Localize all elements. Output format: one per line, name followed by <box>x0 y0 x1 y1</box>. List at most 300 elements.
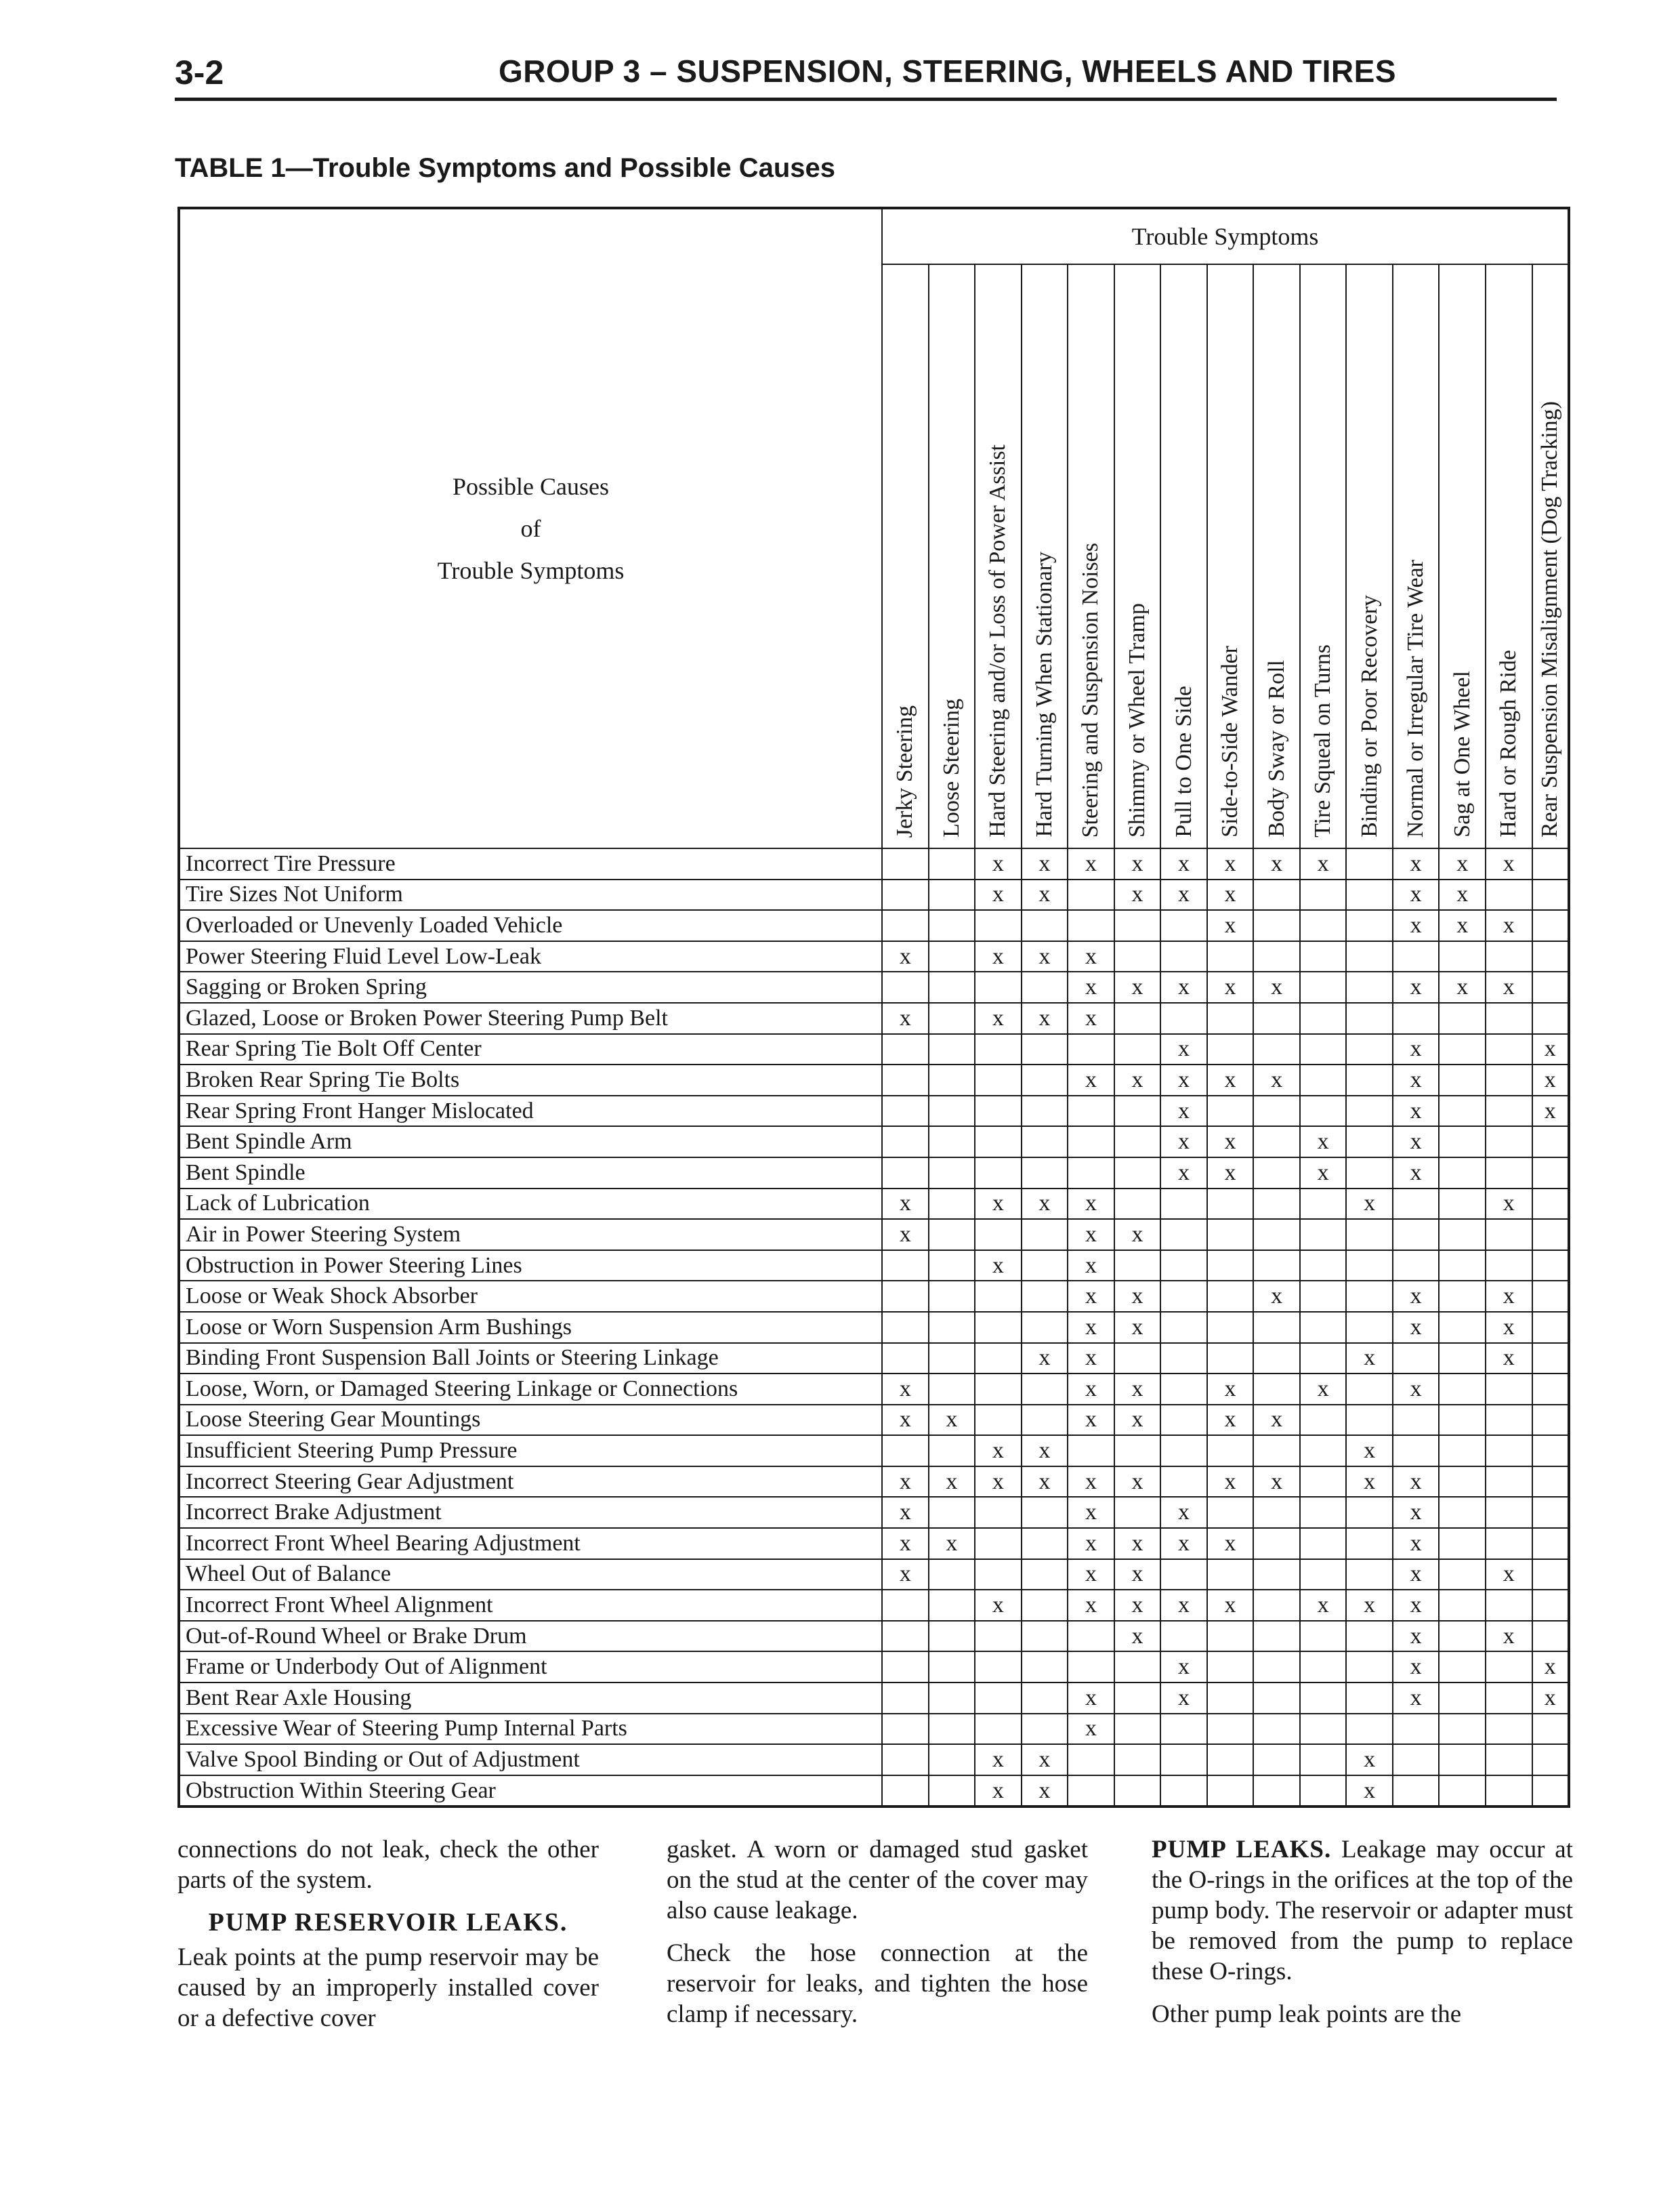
symptom-mark <box>1346 1281 1393 1312</box>
symptom-mark <box>1022 1528 1068 1559</box>
symptom-mark: x <box>1253 1065 1300 1096</box>
symptom-mark: x <box>975 1435 1022 1466</box>
symptom-mark <box>1253 1343 1300 1374</box>
symptom-mark <box>1532 848 1570 880</box>
table-row <box>179 1374 1569 1405</box>
symptom-mark <box>1022 1714 1068 1745</box>
paragraph-text: Leakage may occur at the O-rings in the orifices at the top of the pump body. The reservoir or adapter must be removed from the pump to replace these O-rings. <box>1152 1836 1573 1985</box>
symptom-mark <box>975 1219 1022 1250</box>
symptom-mark <box>882 1157 929 1189</box>
symptom-mark: x <box>882 1405 929 1436</box>
cause-cell: Incorrect Steering Gear Adjustment <box>179 1466 882 1498</box>
symptom-mark <box>975 1343 1022 1374</box>
symptom-mark <box>929 1096 975 1127</box>
symptom-mark <box>1253 1497 1300 1528</box>
symptom-mark: x <box>1393 1559 1440 1590</box>
symptom-mark <box>1253 880 1300 911</box>
symptom-mark <box>1346 1497 1393 1528</box>
symptom-mark <box>1022 1157 1068 1189</box>
symptom-mark: x <box>975 1775 1022 1807</box>
symptom-mark: x <box>1022 1343 1068 1374</box>
symptom-mark: x <box>1160 1034 1207 1065</box>
symptom-mark <box>1346 1003 1393 1034</box>
symptom-mark: x <box>1022 1466 1068 1498</box>
symptom-mark <box>1393 1250 1440 1281</box>
symptom-mark <box>1022 1683 1068 1714</box>
symptom-mark: x <box>1486 1343 1532 1374</box>
symptom-mark <box>1068 1621 1114 1652</box>
symptom-mark <box>1439 1497 1486 1528</box>
symptom-mark <box>1532 1775 1570 1807</box>
symptom-mark <box>1160 910 1207 941</box>
symptom-mark: x <box>1207 1466 1254 1498</box>
symptom-mark <box>1532 1621 1570 1652</box>
symptom-mark: x <box>1207 880 1254 911</box>
symptom-mark <box>1207 1714 1254 1745</box>
symptom-mark <box>929 1435 975 1466</box>
symptom-mark <box>1393 1714 1440 1745</box>
symptom-header <box>1486 264 1532 848</box>
table-row <box>179 1714 1569 1745</box>
symptom-mark <box>1022 910 1068 941</box>
symptom-mark <box>1160 1250 1207 1281</box>
symptom-mark: x <box>1022 1744 1068 1775</box>
symptom-mark <box>1114 1714 1161 1745</box>
table-row <box>179 1621 1569 1652</box>
symptom-mark: x <box>1068 1590 1114 1621</box>
symptom-mark: x <box>1253 1281 1300 1312</box>
symptom-header <box>1393 264 1440 848</box>
symptom-mark <box>1393 1343 1440 1374</box>
table-row <box>179 1497 1569 1528</box>
symptom-mark <box>1068 910 1114 941</box>
symptom-mark <box>1022 1559 1068 1590</box>
symptom-mark <box>1207 1497 1254 1528</box>
symptom-mark <box>1022 1126 1068 1157</box>
symptom-label: Tire Squeal on Turns <box>1310 644 1336 838</box>
symptom-mark: x <box>1160 1126 1207 1157</box>
cause-cell: Broken Rear Spring Tie Bolts <box>179 1065 882 1096</box>
symptom-mark: x <box>975 1744 1022 1775</box>
symptom-mark <box>1300 1775 1347 1807</box>
symptom-mark <box>1486 1250 1532 1281</box>
cause-cell: Incorrect Brake Adjustment <box>179 1497 882 1528</box>
symptom-mark <box>1253 1189 1300 1220</box>
symptom-mark <box>929 1219 975 1250</box>
symptom-mark <box>1346 910 1393 941</box>
symptom-mark <box>1114 941 1161 972</box>
symptom-mark <box>1486 1435 1532 1466</box>
symptom-mark: x <box>882 1219 929 1250</box>
symptom-mark: x <box>1114 1405 1161 1436</box>
symptom-mark: x <box>1393 1374 1440 1405</box>
cause-cell: Excessive Wear of Steering Pump Internal Parts <box>179 1714 882 1745</box>
symptom-mark <box>1346 880 1393 911</box>
symptom-mark <box>1439 1683 1486 1714</box>
symptom-header <box>929 264 975 848</box>
symptom-mark <box>882 1651 929 1683</box>
symptom-mark <box>1532 1003 1570 1034</box>
symptom-label: Side-to-Side Wander <box>1217 646 1243 838</box>
symptom-mark <box>1160 1189 1207 1220</box>
symptom-mark <box>1532 1374 1570 1405</box>
paragraph: connections do not leak, check the other parts of the system. <box>177 1836 599 1894</box>
symptom-mark <box>929 1374 975 1405</box>
symptom-mark <box>975 972 1022 1003</box>
symptom-mark <box>1160 1219 1207 1250</box>
symptom-mark <box>1114 1250 1161 1281</box>
table-row <box>179 1683 1569 1714</box>
symptom-mark: x <box>1022 1435 1068 1466</box>
cause-cell: Tire Sizes Not Uniform <box>179 880 882 911</box>
symptom-mark: x <box>882 1189 929 1220</box>
symptom-mark <box>929 1157 975 1189</box>
symptom-mark <box>1532 1189 1570 1220</box>
symptom-mark <box>1253 1250 1300 1281</box>
symptom-mark <box>1253 1744 1300 1775</box>
symptom-mark <box>1300 1405 1347 1436</box>
symptom-mark <box>1253 1651 1300 1683</box>
symptom-mark <box>1346 1219 1393 1250</box>
symptom-mark: x <box>1160 880 1207 911</box>
symptom-mark <box>1022 1096 1068 1127</box>
symptom-mark <box>975 1497 1022 1528</box>
symptom-mark <box>1346 1065 1393 1096</box>
symptom-mark: x <box>1068 848 1114 880</box>
symptom-header <box>1253 264 1300 848</box>
symptom-mark: x <box>1114 880 1161 911</box>
symptom-mark <box>1532 1157 1570 1189</box>
symptom-mark <box>1346 1683 1393 1714</box>
symptom-mark <box>1114 1744 1161 1775</box>
symptom-mark <box>929 1003 975 1034</box>
symptom-mark <box>1068 1126 1114 1157</box>
symptom-mark <box>1486 1528 1532 1559</box>
symptom-mark: x <box>1439 848 1486 880</box>
text-column-2 <box>667 1834 1088 2042</box>
table-row <box>179 1250 1569 1281</box>
symptom-mark: x <box>1207 1405 1254 1436</box>
symptom-mark <box>1207 1219 1254 1250</box>
symptom-header <box>1346 264 1393 848</box>
symptom-mark: x <box>1486 1312 1532 1343</box>
symptom-mark: x <box>1022 848 1068 880</box>
symptom-mark: x <box>1114 1065 1161 1096</box>
symptom-mark <box>929 1744 975 1775</box>
symptom-mark <box>1346 848 1393 880</box>
symptom-mark: x <box>1346 1744 1393 1775</box>
symptom-mark <box>1022 1219 1068 1250</box>
symptom-mark <box>882 1034 929 1065</box>
table-row <box>179 1343 1569 1374</box>
symptom-mark <box>1207 1312 1254 1343</box>
symptom-mark: x <box>1346 1189 1393 1220</box>
symptom-mark <box>1160 1435 1207 1466</box>
symptom-mark <box>975 1065 1022 1096</box>
symptom-mark <box>1253 1775 1300 1807</box>
symptom-mark <box>1253 1096 1300 1127</box>
symptom-label: Body Sway or Roll <box>1263 660 1289 838</box>
symptom-mark: x <box>1160 1497 1207 1528</box>
symptom-mark <box>1532 1466 1570 1498</box>
symptom-mark <box>929 1312 975 1343</box>
text-column-1 <box>177 1834 599 2046</box>
symptom-mark <box>1253 910 1300 941</box>
symptom-mark <box>1300 1497 1347 1528</box>
table-row <box>179 1281 1569 1312</box>
symptom-mark: x <box>1207 1528 1254 1559</box>
symptom-mark <box>1486 1065 1532 1096</box>
symptom-mark: x <box>882 1559 929 1590</box>
symptom-mark <box>1114 1651 1161 1683</box>
symptom-mark: x <box>1068 1374 1114 1405</box>
symptom-mark <box>1393 1744 1440 1775</box>
symptom-label: Pull to One Side <box>1171 686 1196 838</box>
symptom-mark: x <box>882 1528 929 1559</box>
cause-cell: Binding Front Suspension Ball Joints or Steering Linkage <box>179 1343 882 1374</box>
symptom-mark: x <box>1393 880 1440 911</box>
symptom-mark <box>1022 1405 1068 1436</box>
symptom-mark <box>882 1744 929 1775</box>
symptom-mark <box>1300 1744 1347 1775</box>
symptom-mark <box>929 1281 975 1312</box>
symptom-mark <box>1022 1250 1068 1281</box>
cause-cell: Rear Spring Tie Bolt Off Center <box>179 1034 882 1065</box>
symptom-mark: x <box>1346 1466 1393 1498</box>
symptom-mark <box>1439 1250 1486 1281</box>
symptom-header <box>975 264 1022 848</box>
symptom-mark <box>1439 1466 1486 1498</box>
symptom-label: Rear Suspension Misalignment (Dog Tracking) <box>1537 400 1563 838</box>
symptom-mark <box>1532 1714 1570 1745</box>
symptom-mark <box>1532 1590 1570 1621</box>
symptom-mark: x <box>1022 1775 1068 1807</box>
symptom-mark: x <box>1486 1281 1532 1312</box>
symptom-mark: x <box>1160 848 1207 880</box>
paragraph <box>1152 1834 1573 1987</box>
symptom-label: Steering and Suspension Noises <box>1078 542 1104 838</box>
symptom-mark: x <box>1486 1189 1532 1220</box>
symptom-mark <box>1346 1034 1393 1065</box>
symptom-mark <box>1068 1157 1114 1189</box>
symptom-mark <box>1253 1559 1300 1590</box>
symptom-mark: x <box>929 1405 975 1436</box>
symptom-mark <box>1439 1435 1486 1466</box>
symptom-mark <box>1160 1312 1207 1343</box>
symptom-mark <box>1253 1312 1300 1343</box>
symptom-mark <box>882 1714 929 1745</box>
symptom-mark <box>929 972 975 1003</box>
symptom-header <box>1068 264 1114 848</box>
symptom-mark <box>929 1250 975 1281</box>
symptom-mark <box>1346 1714 1393 1745</box>
symptom-mark <box>1300 1065 1347 1096</box>
symptom-mark: x <box>975 1250 1022 1281</box>
cause-cell: Glazed, Loose or Broken Power Steering Pump Belt <box>179 1003 882 1034</box>
symptom-label: Hard Steering and/or Loss of Power Assist <box>985 445 1011 838</box>
symptom-mark <box>1300 880 1347 911</box>
symptom-mark: x <box>975 1003 1022 1034</box>
symptom-mark <box>975 1034 1022 1065</box>
symptom-mark <box>1207 1189 1254 1220</box>
symptom-mark <box>1068 1435 1114 1466</box>
symptom-mark <box>1160 1281 1207 1312</box>
symptom-mark <box>1486 941 1532 972</box>
symptom-mark: x <box>1439 910 1486 941</box>
symptom-mark <box>929 1343 975 1374</box>
page-number: 3-2 <box>175 54 224 91</box>
symptom-mark <box>1300 972 1347 1003</box>
symptom-mark <box>1207 1683 1254 1714</box>
symptom-mark <box>975 1683 1022 1714</box>
symptom-mark: x <box>1486 848 1532 880</box>
symptom-mark: x <box>1393 1497 1440 1528</box>
symptom-mark: x <box>1253 972 1300 1003</box>
symptom-mark <box>1486 1590 1532 1621</box>
symptom-mark: x <box>1300 848 1347 880</box>
symptom-mark: x <box>1068 1312 1114 1343</box>
symptom-mark <box>1300 1559 1347 1590</box>
symptom-mark <box>882 1590 929 1621</box>
table-row <box>179 1405 1569 1436</box>
symptom-mark <box>1160 1559 1207 1590</box>
symptom-mark: x <box>1114 1466 1161 1498</box>
symptom-mark <box>929 880 975 911</box>
symptom-mark <box>975 1651 1022 1683</box>
symptom-mark <box>1160 1374 1207 1405</box>
symptom-mark: x <box>1300 1590 1347 1621</box>
symptom-mark <box>1207 1775 1254 1807</box>
symptom-mark <box>1393 1405 1440 1436</box>
cause-cell: Incorrect Front Wheel Bearing Adjustment <box>179 1528 882 1559</box>
symptom-mark <box>1486 1497 1532 1528</box>
symptom-mark <box>1439 1590 1486 1621</box>
symptom-mark: x <box>929 1466 975 1498</box>
symptom-mark <box>1207 1343 1254 1374</box>
symptom-mark <box>1532 1497 1570 1528</box>
symptom-mark <box>1486 1126 1532 1157</box>
symptom-mark: x <box>1346 1435 1393 1466</box>
symptom-mark: x <box>975 848 1022 880</box>
symptom-mark: x <box>1068 972 1114 1003</box>
table-row <box>179 910 1569 941</box>
symptom-mark <box>1439 1003 1486 1034</box>
table-row <box>179 1096 1569 1127</box>
table-row <box>179 972 1569 1003</box>
table-row <box>179 1435 1569 1466</box>
symptom-mark: x <box>1486 972 1532 1003</box>
table-row <box>179 1559 1569 1590</box>
paragraph: Other pump leak points are the <box>1152 2000 1462 2028</box>
symptom-mark <box>1300 1621 1347 1652</box>
symptom-mark <box>1253 1683 1300 1714</box>
symptom-mark: x <box>1393 1281 1440 1312</box>
symptom-mark <box>1439 1744 1486 1775</box>
symptom-mark: x <box>1393 1528 1440 1559</box>
symptom-mark: x <box>1393 1096 1440 1127</box>
cause-cell: Obstruction Within Steering Gear <box>179 1775 882 1807</box>
symptom-mark <box>1160 1621 1207 1652</box>
symptom-mark <box>1207 1559 1254 1590</box>
symptom-mark: x <box>882 1497 929 1528</box>
symptom-label: Jerky Steering <box>892 705 918 838</box>
symptom-mark: x <box>1439 972 1486 1003</box>
cause-cell: Rear Spring Front Hanger Mislocated <box>179 1096 882 1127</box>
symptom-header <box>1022 264 1068 848</box>
symptom-mark <box>1439 1714 1486 1745</box>
symptom-mark <box>1300 1281 1347 1312</box>
section-lead: PUMP LEAKS. <box>1152 1836 1332 1863</box>
symptom-mark <box>929 1497 975 1528</box>
symptom-mark <box>1022 1497 1068 1528</box>
symptom-mark <box>882 1096 929 1127</box>
symptom-mark <box>882 1435 929 1466</box>
symptom-mark: x <box>1486 1559 1532 1590</box>
symptom-mark <box>882 1775 929 1807</box>
symptom-mark <box>929 1590 975 1621</box>
symptom-mark: x <box>1393 1651 1440 1683</box>
symptom-mark: x <box>1207 848 1254 880</box>
table-row <box>179 1775 1569 1807</box>
symptom-mark <box>1160 1405 1207 1436</box>
symptom-mark <box>1439 1559 1486 1590</box>
symptom-mark: x <box>1300 1126 1347 1157</box>
symptom-mark <box>1439 1528 1486 1559</box>
symptom-mark <box>1300 910 1347 941</box>
symptom-mark: x <box>1393 848 1440 880</box>
symptom-mark <box>882 1343 929 1374</box>
symptom-mark <box>929 1065 975 1096</box>
symptom-mark: x <box>1207 1374 1254 1405</box>
symptom-mark <box>1532 1405 1570 1436</box>
symptom-mark <box>1346 1528 1393 1559</box>
symptom-mark: x <box>1253 1466 1300 1498</box>
table-row <box>179 1744 1569 1775</box>
symptom-mark <box>1346 1559 1393 1590</box>
symptom-mark <box>1300 1683 1347 1714</box>
symptom-mark: x <box>1068 1003 1114 1034</box>
symptom-mark <box>1114 1497 1161 1528</box>
symptom-mark: x <box>1486 1621 1532 1652</box>
symptom-header <box>1114 264 1161 848</box>
symptom-mark: x <box>1532 1034 1570 1065</box>
symptom-mark <box>1300 1034 1347 1065</box>
symptom-mark <box>975 1096 1022 1127</box>
symptom-mark: x <box>1160 1590 1207 1621</box>
paragraph: Leak points at the pump reservoir may be caused by an improperly installed cover or a defective cover <box>177 1943 599 2032</box>
cause-cell: Incorrect Front Wheel Alignment <box>179 1590 882 1621</box>
symptom-mark <box>975 1528 1022 1559</box>
cause-cell: Valve Spool Binding or Out of Adjustment <box>179 1744 882 1775</box>
cause-cell: Bent Rear Axle Housing <box>179 1683 882 1714</box>
symptom-mark: x <box>1532 1651 1570 1683</box>
symptom-mark <box>1486 1405 1532 1436</box>
symptom-mark <box>1532 910 1570 941</box>
causes-heading-line: Possible Causes <box>453 473 610 500</box>
symptom-mark <box>1207 1651 1254 1683</box>
symptom-mark <box>1207 1435 1254 1466</box>
symptom-mark: x <box>1207 1126 1254 1157</box>
symptom-mark <box>1439 1157 1486 1189</box>
symptom-mark: x <box>1346 1343 1393 1374</box>
symptom-mark <box>1486 1466 1532 1498</box>
symptom-mark <box>1486 1157 1532 1189</box>
symptom-mark <box>1346 1157 1393 1189</box>
table-row <box>179 1003 1569 1034</box>
symptom-mark: x <box>1393 1312 1440 1343</box>
symptom-mark: x <box>1068 1250 1114 1281</box>
symptom-mark <box>1346 1405 1393 1436</box>
